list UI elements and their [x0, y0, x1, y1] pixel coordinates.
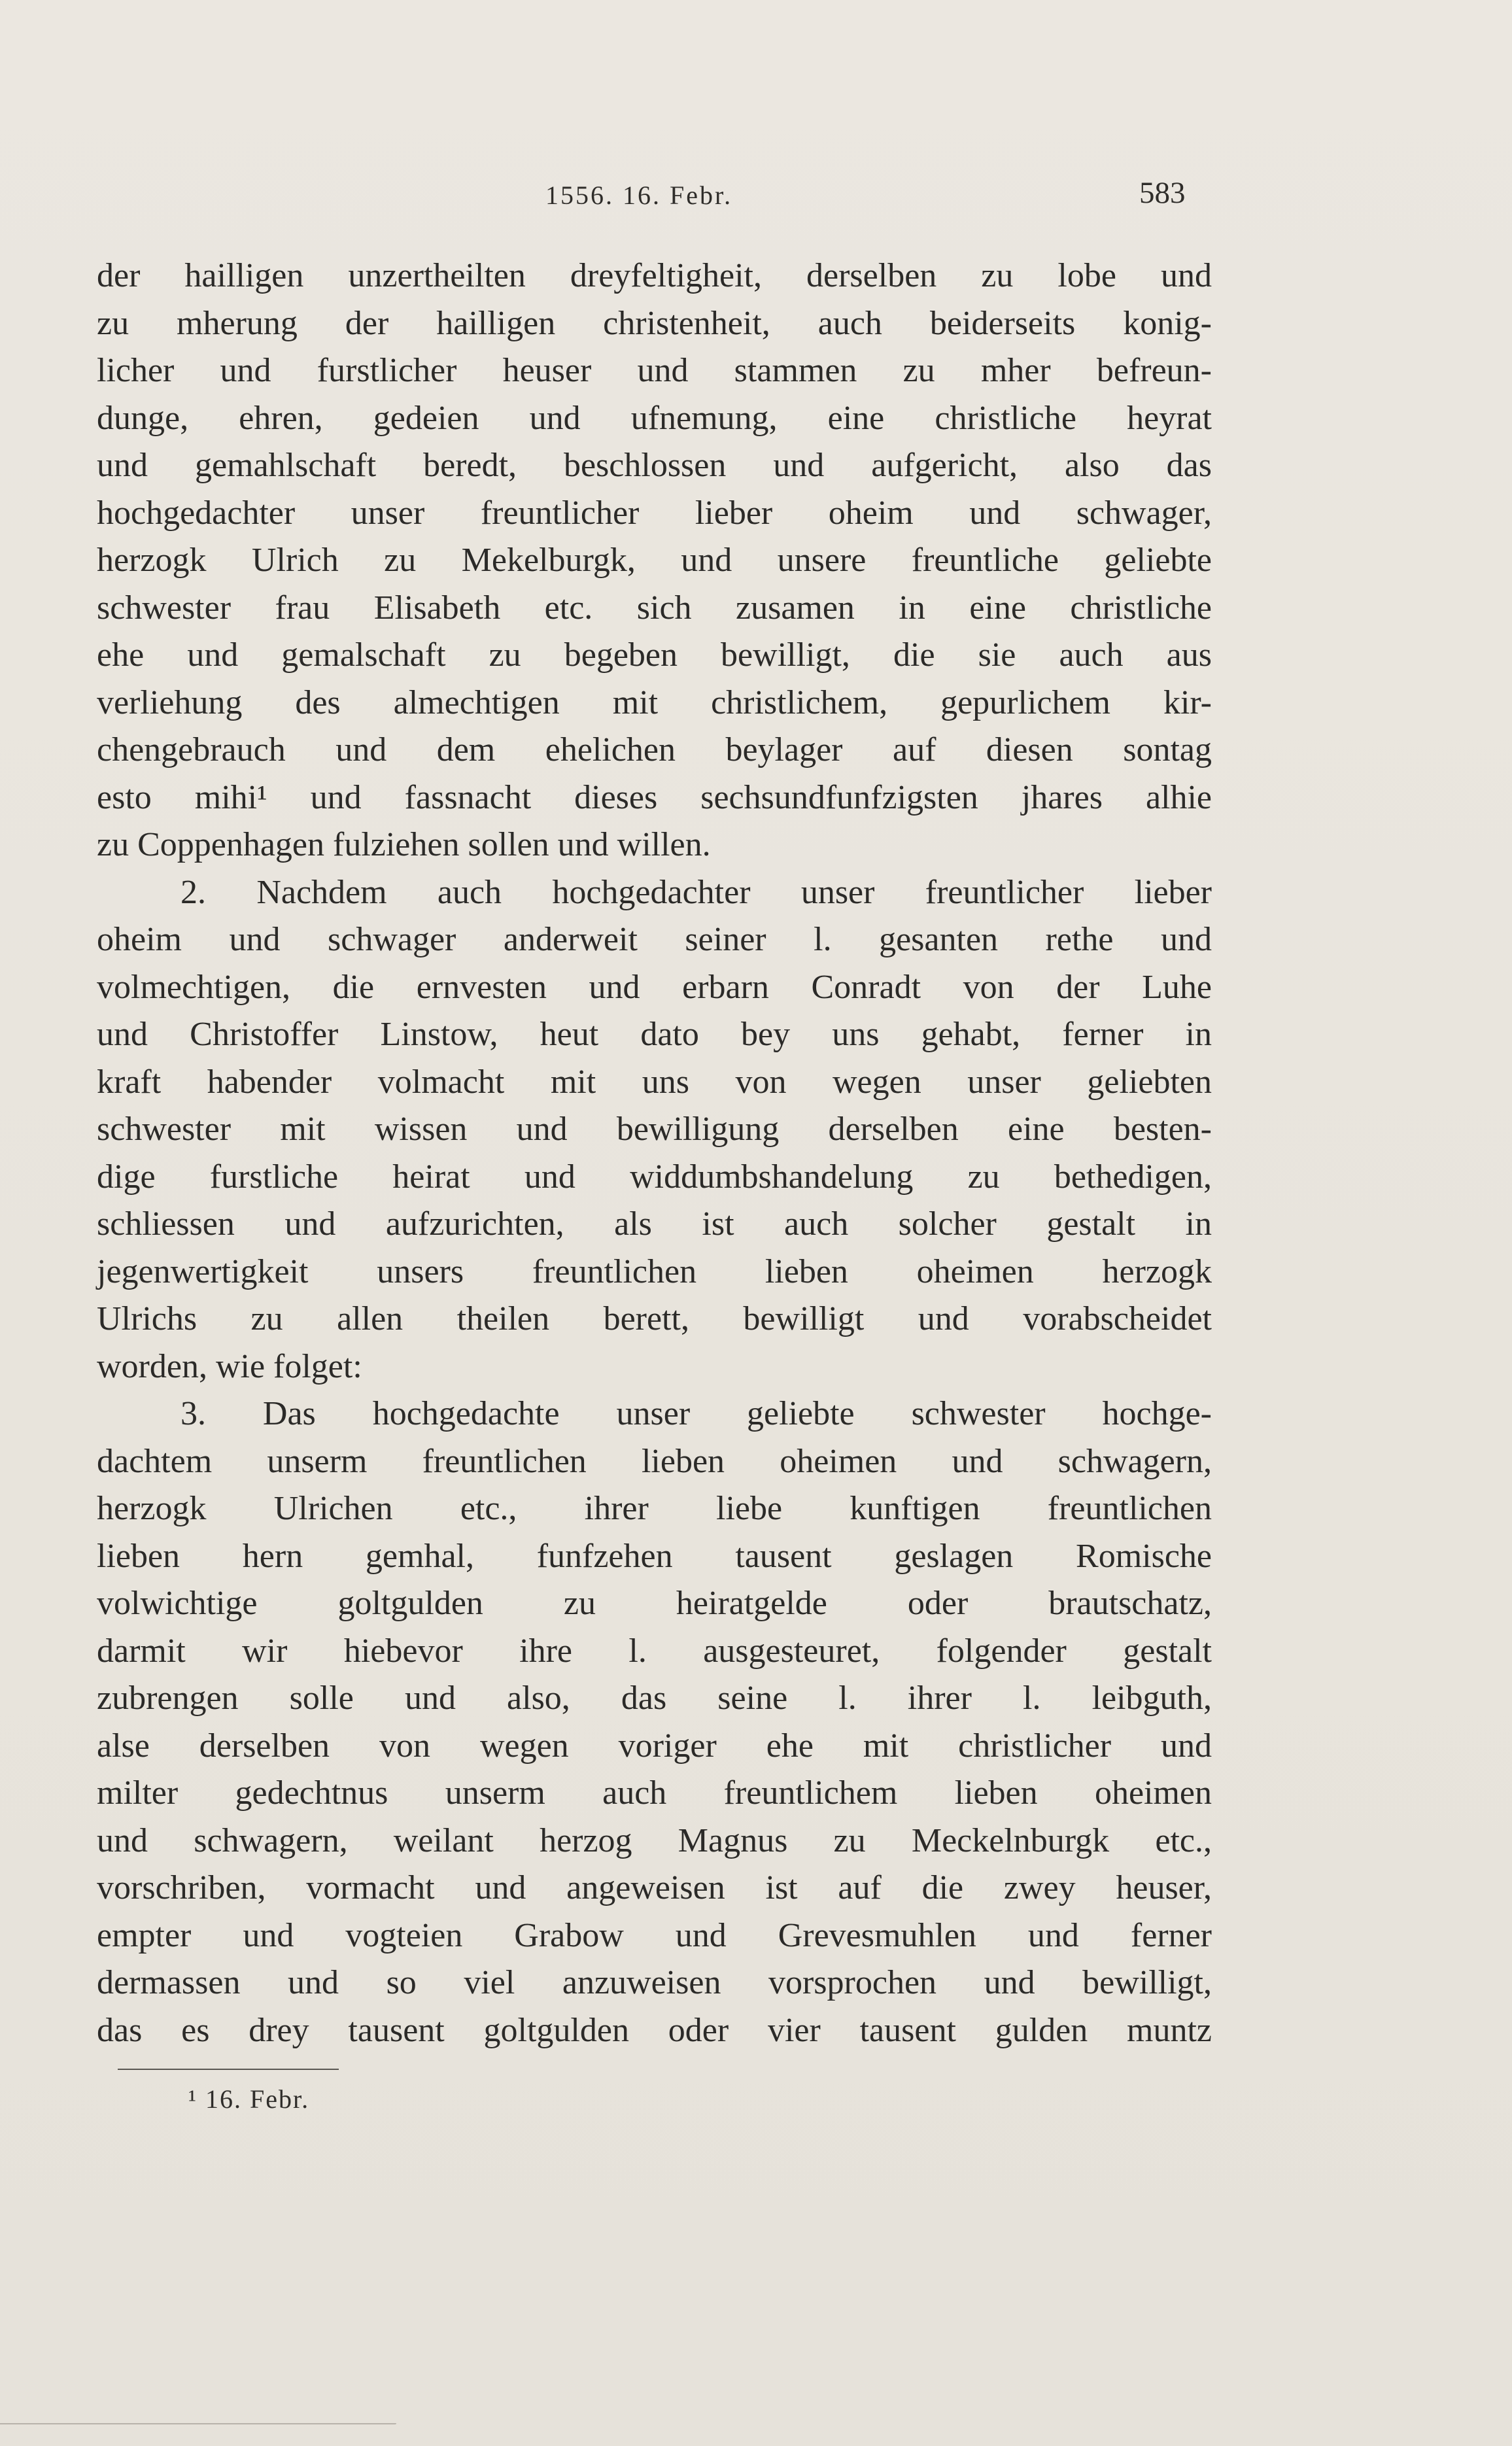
text-line: das es drey tausent goltgulden oder vier tausent gulden muntz — [97, 2011, 1212, 2049]
text-line: chengebrauch und dem ehelichen beylager auf diesen sontag — [97, 731, 1212, 768]
text-line: darmit wir hiebevor ihre l. ausgesteuret, folgender gestalt — [97, 1632, 1212, 1670]
text-line: und Christoffer Linstow, heut dato bey uns gehabt, ferner in — [97, 1016, 1212, 1053]
text-line: volmechtigen, die ernvesten und erbarn Conradt von der Luhe — [97, 968, 1212, 1006]
page-number: 583 — [1139, 176, 1186, 210]
text-line: schliessen und aufzurichten, als ist auch solcher gestalt in — [97, 1205, 1212, 1243]
text-line: jegenwertigkeit unsers freuntlichen lieben oheimen herzogk — [97, 1252, 1212, 1290]
text-line: ehe und gemalschaft zu begeben bewilligt, die sie auch aus — [97, 636, 1212, 674]
text-line: dige furstliche heirat und widdumbshandelung zu bethedigen, — [97, 1158, 1212, 1196]
main-text-block — [97, 252, 1212, 2054]
text-line: schwester mit wissen und bewilligung derselben eine besten- — [97, 1111, 1212, 1148]
text-line: der hailligen unzertheilten dreyfeltigheit, derselben zu lobe und — [97, 257, 1212, 294]
text-line: und gemahlschaft beredt, beschlossen und aufgericht, also das — [97, 447, 1212, 484]
paragraph-2-start: 2. Nachdem auch hochgedachter unser freuntlicher lieber — [180, 873, 1212, 911]
text-line: schwester frau Elisabeth etc. sich zusamen in eine christliche — [97, 589, 1212, 627]
text-line: kraft habender volmacht mit uns von wegen unser geliebten — [97, 1063, 1212, 1101]
text-line: volwichtige goltgulden zu heiratgelde oder brautschatz, — [97, 1585, 1212, 1622]
text-line: dermassen und so viel anzuweisen vorsprochen und bewilligt, — [97, 1964, 1212, 2001]
text-line: verliehung des almechtigen mit christlichem, gepurlichem kir- — [97, 683, 1212, 721]
footnote: ¹ 16. Febr. — [188, 2084, 310, 2114]
text-line: zubrengen solle und also, das seine l. ihrer l. leibguth, — [97, 1679, 1212, 1717]
text-line: worden, wie folget: — [97, 1347, 362, 1385]
text-line: licher und furstlicher heuser und stammen zu mher befreun- — [97, 352, 1212, 389]
text-line: dachtem unserm freuntlichen lieben oheimen und schwagern, — [97, 1442, 1212, 1480]
text-line: und schwagern, weilant herzog Magnus zu Meckelnburgk etc., — [97, 1821, 1212, 1859]
text-line: hochgedachter unser freuntlicher lieber oheim und schwager, — [97, 494, 1212, 532]
text-line: Ulrichs zu allen theilen berett, bewilligt und vorabscheidet — [97, 1300, 1212, 1337]
text-line: milter gedechtnus unserm auch freuntlichem lieben oheimen — [97, 1774, 1212, 1812]
page-edge-mark — [0, 2423, 396, 2424]
text-line: oheim und schwager anderweit seiner l. gesanten rethe und — [97, 921, 1212, 958]
footnote-divider — [118, 2069, 339, 2070]
running-header-date: 1556. 16. Febr. — [545, 181, 733, 210]
text-line: empter und vogteien Grabow und Grevesmuhlen und ferner — [97, 1916, 1212, 1954]
text-line: herzogk Ulrich zu Mekelburgk, und unsere freuntliche geliebte — [97, 542, 1212, 579]
text-line: dunge, ehren, gedeien und ufnemung, eine christliche heyrat — [97, 399, 1212, 437]
text-line: esto mihi¹ und fassnacht dieses sechsundfunfzigsten jhares alhie — [97, 778, 1212, 816]
text-line: zu mherung der hailligen christenheit, auch beiderseits konig- — [97, 304, 1212, 342]
text-line: vorschriben, vormacht und angeweisen ist auf die zwey heuser, — [97, 1869, 1212, 1906]
text-line: lieben hern gemhal, funfzehen tausent geslagen Romische — [97, 1537, 1212, 1575]
text-line: zu Coppenhagen fulziehen sollen und willen. — [97, 826, 711, 863]
text-line: alse derselben von wegen voriger ehe mit christlicher und — [97, 1727, 1212, 1765]
paragraph-3-start: 3. Das hochgedachte unser geliebte schwester hochge- — [180, 1395, 1212, 1432]
text-line: herzogk Ulrichen etc., ihrer liebe kunftigen freuntlichen — [97, 1490, 1212, 1527]
